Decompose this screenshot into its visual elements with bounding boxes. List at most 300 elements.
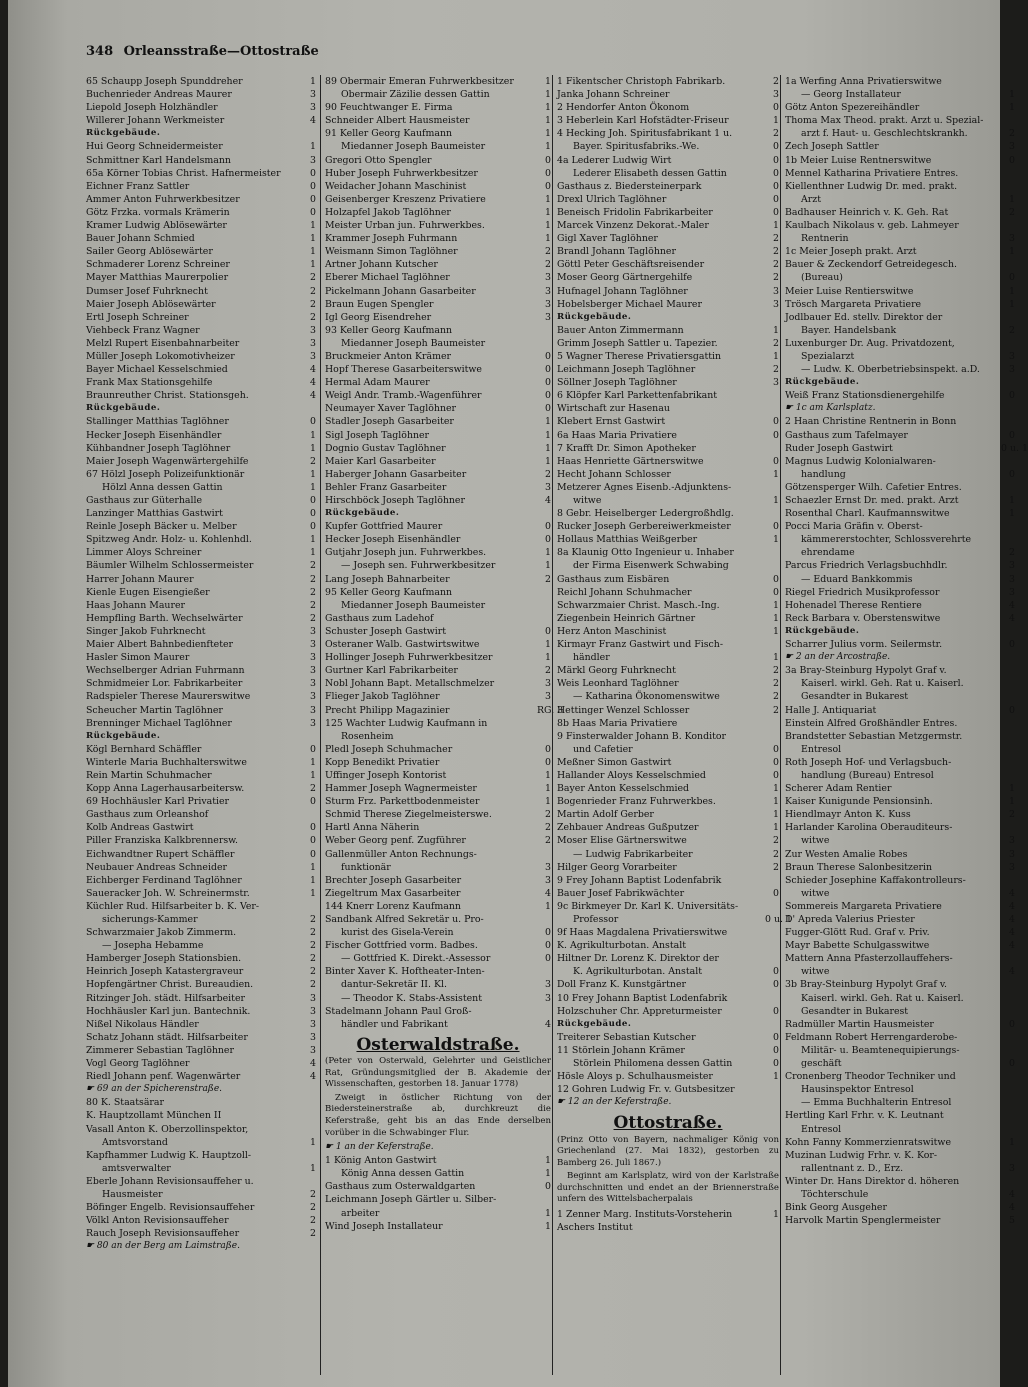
directory-entry [86, 782, 316, 795]
floor-number: 3 [310, 324, 316, 336]
floor-number: 3 [545, 481, 551, 493]
floor-number [1001, 1109, 1015, 1122]
directory-entry [325, 442, 551, 455]
entry-text: Störlein Philomena dessen Gattin [573, 1058, 733, 1070]
entry-text: Lederer Elisabeth dessen Gattin [573, 167, 727, 179]
floor-number: 1 [545, 900, 551, 912]
entry-text: Riegel Friedrich Musikprofessor [785, 586, 940, 598]
floor-number [1001, 455, 1015, 468]
entry-text: händler [573, 652, 610, 664]
floor-number: 2 [773, 861, 779, 873]
directory-entry [557, 743, 779, 756]
directory-entry [325, 992, 551, 1005]
directory-entry [785, 926, 1015, 939]
floor-number: 0 [310, 848, 316, 860]
otto-section [557, 1113, 779, 1234]
floor-number: 2 [545, 665, 551, 677]
entry-text: Götz Frzka. vormals Krämerin [86, 206, 230, 218]
directory-entry [785, 978, 1015, 991]
floor-number: 4 [310, 1058, 316, 1070]
floor-number: 1 [545, 429, 551, 441]
entry-text: Huber Joseph Fuhrwerkbesitzer [325, 167, 478, 179]
entry-text: witwe [573, 495, 602, 506]
entry-text: Hirschböck Joseph Taglöhner [325, 495, 465, 506]
directory-entry [86, 494, 316, 507]
section-heading [325, 507, 551, 520]
column-3 [552, 75, 792, 1375]
directory-entry [785, 887, 1015, 900]
floor-number [1001, 992, 1015, 1005]
entry-text: — Emma Buchhalterin Entresol [801, 1097, 952, 1109]
directory-entry [785, 75, 1015, 88]
entry-text: rallentnant z. D., Erz. [801, 1162, 904, 1174]
directory-entry [86, 481, 316, 494]
directory-entry [325, 638, 551, 651]
floor-number: 1 [310, 429, 316, 441]
directory-entry [557, 533, 779, 546]
floor-number [765, 926, 779, 939]
floor-number [765, 442, 779, 455]
floor-number [537, 599, 551, 612]
floor-number: 0 [773, 521, 779, 533]
directory-entry [325, 180, 551, 193]
directory-entry [86, 874, 316, 887]
directory-entry [325, 520, 551, 533]
entry-text: Harvolk Martin Spenglermeister [785, 1215, 941, 1227]
directory-entry [86, 180, 316, 193]
entry-text: 3b Bray-Steinburg Hypolyt Graf v. [785, 979, 947, 991]
directory-entry [785, 1070, 1015, 1083]
floor-number: 1 [1009, 508, 1015, 520]
directory-entry [785, 167, 1015, 180]
floor-number [1001, 415, 1015, 428]
floor-number: 1 [310, 481, 316, 493]
entry-text: Kupfer Gottfried Maurer [325, 521, 443, 533]
entry-text: Leichmann Joseph Taglöhner [557, 364, 696, 376]
otto-description: Beginnt am Karlsplatz, wird von der Karlstraße durchschnitten und endet an der Briennerstraße unfern des Wittelsbacherpalais [557, 1171, 779, 1205]
directory-entry [86, 978, 316, 991]
directory-entry [325, 1207, 551, 1220]
entry-text: Bogenrieder Franz Fuhrwerkbes. [557, 796, 716, 808]
entry-text: kämmererstochter, Schlossverehrte [801, 534, 972, 546]
floor-number [765, 389, 779, 402]
floor-number: 1 [773, 809, 779, 821]
floor-number: 1 [310, 141, 316, 153]
directory-entry [785, 730, 1015, 743]
directory-entry [86, 350, 316, 363]
entry-text: Gallenmüller Anton Rechnungs- [325, 848, 477, 860]
floor-number [1001, 114, 1015, 127]
entry-text: Bauer & Zeckendorf Getreidegesch. [785, 259, 958, 271]
floor-number: 3 [1009, 560, 1015, 572]
directory-entry [325, 193, 551, 206]
entry-text: 80 K. Staatsärar [86, 1097, 164, 1109]
directory-entry [785, 821, 1015, 834]
floor-number: 2 [310, 1188, 316, 1200]
directory-entry [86, 926, 316, 939]
directory-entry [86, 625, 316, 638]
entry-text: Neubauer Andreas Schneider [86, 861, 227, 873]
directory-entry [325, 429, 551, 442]
entry-text: Vasall Anton K. Oberzollinspektor, [86, 1123, 249, 1135]
floor-number: 1 [545, 652, 551, 664]
entry-text: Braun Eugen Spengler [325, 298, 434, 310]
entry-text: Zehbauer Andreas Gußputzer [557, 822, 699, 834]
entry-text: Maier Joseph Ablösewärter [86, 298, 216, 310]
section-heading [86, 127, 316, 140]
floor-number: 0 [773, 573, 779, 585]
floor-number: 1 [310, 1162, 316, 1174]
floor-number: 4 [310, 390, 316, 402]
directory-entry [325, 1180, 551, 1193]
entry-text: Weiß Franz Stationsdienergehilfe [785, 390, 945, 402]
entry-text: Hartl Anna Näherin [325, 822, 420, 834]
floor-number: 2 [310, 1202, 316, 1214]
entry-text: Gasthaus zum Tafelmayer [785, 429, 908, 441]
entry-text: arbeiter [341, 1207, 380, 1219]
entry-text: Rückgebäude. [86, 128, 161, 139]
floor-number: 2 [310, 612, 316, 624]
entry-text: Entresol [801, 743, 842, 755]
directory-entry [785, 1149, 1015, 1162]
entry-text: 65 Schaupp Joseph Spunddreher [86, 76, 243, 87]
entry-text: Kopp Benedikt Privatier [325, 756, 440, 768]
floor-number [1001, 821, 1015, 834]
floor-number [302, 808, 316, 821]
floor-number: 2 [545, 259, 551, 271]
directory-entry [86, 311, 316, 324]
directory-entry [557, 769, 779, 782]
entry-text: 6a Haas Maria Privatiere [557, 429, 677, 441]
osterwald-description: Zweigt in östlicher Richtung von der Biedersteinerstraße ab, durchkreuzt die Keferstraße, geht bis an das Ende derselben vorüber in die Schwabinger Flur. [325, 1092, 551, 1138]
entry-text: Entresol [801, 1123, 842, 1135]
entry-text: Mattern Anna Pfasterzollauffehers- [785, 953, 953, 965]
directory-entry [86, 389, 316, 402]
floor-number: 1 [545, 1155, 551, 1167]
entry-text: 65a Körner Tobias Christ. Hafnermeister [86, 167, 281, 179]
entry-text: Bauer Anton Zimmermann [557, 324, 684, 336]
floor-number: 0 [1009, 154, 1015, 166]
floor-number: 1 [773, 324, 779, 336]
entry-text: Hausinspektor Entresol [801, 1084, 914, 1096]
floor-number: 3 [310, 1018, 316, 1030]
entry-text: Janka Johann Schreiner [557, 89, 670, 101]
floor-number [537, 965, 551, 978]
floor-number: 0 [310, 822, 316, 834]
entry-text: Haberger Johann Gasarbeiter [325, 468, 467, 480]
floor-number [537, 1193, 551, 1206]
directory-entry [86, 1201, 316, 1214]
floor-number: 1 [773, 1209, 779, 1221]
directory-entry [86, 140, 316, 153]
floor-number: 2 [545, 468, 551, 480]
entry-text: Feldmann Robert Herrengarderobe- [785, 1031, 958, 1043]
floor-number: 4 [545, 495, 551, 506]
floor-number: 2 [310, 979, 316, 991]
directory-entry [785, 612, 1015, 625]
directory-entry [557, 1005, 779, 1018]
entry-text: sicherungs-Kammer [102, 914, 198, 925]
directory-entry [785, 114, 1015, 127]
floor-number: 0 [545, 167, 551, 179]
floor-number [1001, 1031, 1015, 1044]
floor-number: 2 [773, 76, 779, 87]
entry-text: Osteraner Walb. Gastwirtswitwe [325, 639, 480, 651]
directory-entry [86, 101, 316, 114]
directory-entry [325, 926, 551, 939]
entry-text: Halle J. Antiquariat [785, 704, 877, 716]
floor-number: 2 [310, 586, 316, 598]
directory-entry [785, 848, 1015, 861]
entry-text: 8 Gebr. Heiselberger Ledergroßhdlg. [557, 508, 734, 520]
entry-text: Gasthaus zur Güterhalle [86, 495, 203, 506]
entry-text: 8b Haas Maria Privatiere [557, 717, 678, 729]
entry-text: Schaezler Ernst Dr. med. prakt. Arzt [785, 495, 959, 506]
entry-text: Moser Elise Gärtnerswitwe [557, 835, 687, 847]
floor-number: 1 [545, 455, 551, 467]
entry-text: 144 Knerr Lorenz Kaufmann [325, 900, 461, 912]
entry-text: 89 Obermair Emeran Fuhrwerkbesitzer [325, 76, 514, 87]
floor-number: 0 [545, 534, 551, 546]
entry-text: ☛ 1 an der Keferstraße. [325, 1142, 434, 1153]
entry-text: amtsverwalter [102, 1162, 171, 1174]
floor-number [1001, 1044, 1015, 1057]
entry-text: 91 Keller Georg Kaufmann [325, 128, 453, 140]
entry-text: Heinrich Joseph Katastergraveur [86, 966, 244, 978]
floor-number: 1 [1009, 1136, 1015, 1148]
floor-number: 3 [545, 861, 551, 873]
floor-number: 0 [545, 953, 551, 965]
directory-entry [86, 206, 316, 219]
directory-entry [86, 1018, 316, 1031]
entry-text: Geisenberger Kreszenz Privatiere [325, 193, 486, 205]
entry-text: Krammer Joseph Fuhrmann [325, 233, 458, 245]
entry-text: Gutjahr Joseph jun. Fuhrwerkbes. [325, 547, 487, 559]
entry-text: Kapfhammer Ludwig K. Hauptzoll- [86, 1149, 252, 1161]
entry-text: Lang Joseph Bahnarbeiter [325, 573, 450, 585]
section-heading [785, 625, 1015, 638]
floor-number [1001, 167, 1015, 180]
page-header [86, 44, 319, 64]
section-heading [86, 730, 316, 743]
directory-entry [557, 730, 779, 743]
directory-entry [86, 520, 316, 533]
directory-entry [557, 546, 779, 559]
floor-number [765, 507, 779, 520]
directory-entry [557, 1057, 779, 1070]
floor-number [765, 952, 779, 965]
floor-number: 1 [545, 442, 551, 454]
floor-number [537, 586, 551, 599]
floor-number: 2 [310, 455, 316, 467]
directory-entry [785, 1057, 1015, 1070]
floor-number [1001, 1175, 1015, 1188]
entry-text: Nobl Johann Bapt. Metallschmelzer [325, 678, 495, 690]
floor-number: 3 [545, 874, 551, 886]
floor-number [765, 992, 779, 1005]
directory-entry [785, 429, 1015, 442]
entry-text: Schmidmeier Lor. Fabrikarbeiter [86, 678, 243, 690]
directory-entry [325, 808, 551, 821]
entry-text: 3 Heberlein Karl Hofstädter-Friseur [557, 115, 729, 127]
floor-number [765, 638, 779, 651]
floor-number: 0 [310, 796, 316, 808]
floor-number [1001, 677, 1015, 690]
entry-text: der Firma Eisenwerk Schwabing [573, 560, 729, 572]
directory-entry [86, 285, 316, 298]
directory-entry [785, 913, 1015, 926]
directory-entry [325, 533, 551, 546]
entry-text: Arzt [801, 193, 821, 205]
entry-text: Meister Urban jun. Fuhrwerkbes. [325, 220, 485, 232]
directory-entry [325, 298, 551, 311]
directory-entry [86, 442, 316, 455]
entry-text: Treiterer Sebastian Kutscher [557, 1031, 696, 1043]
directory-entry [557, 1208, 779, 1221]
entry-text: Beneisch Fridolin Fabrikarbeiter [557, 206, 713, 218]
directory-entry [557, 821, 779, 834]
directory-entry [785, 704, 1015, 717]
entry-text: Hamberger Joseph Stationsbien. [86, 953, 242, 965]
entry-text: Cronenberg Theodor Techniker und [785, 1071, 956, 1083]
floor-number: 0 [773, 141, 779, 153]
floor-number: 1 [545, 1207, 551, 1219]
entry-text: — Gottfried K. Direkt.-Assessor [341, 953, 491, 965]
directory-entry [325, 127, 551, 140]
floor-number: 1 [1009, 246, 1015, 258]
floor-number: 1 [773, 350, 779, 362]
entry-text: Liepold Joseph Holzhändler [86, 102, 218, 114]
floor-number: 0 [545, 521, 551, 533]
floor-number: 2 [773, 704, 779, 716]
directory-entry [557, 167, 779, 180]
directory-entry [86, 1188, 316, 1201]
directory-entry [785, 337, 1015, 350]
cross-reference-note [86, 1083, 316, 1096]
floor-number [1001, 1123, 1015, 1136]
floor-number [302, 1109, 316, 1122]
floor-number: 0 [545, 1181, 551, 1193]
entry-text: Scharrer Julius vorm. Seilermstr. [785, 639, 943, 651]
directory-entry [86, 507, 316, 520]
directory-entry [325, 848, 551, 861]
directory-entry [785, 507, 1015, 520]
floor-number: 1 [545, 76, 551, 87]
directory-entry [785, 952, 1015, 965]
floor-number: 0 [773, 167, 779, 179]
directory-entry [557, 154, 779, 167]
directory-entry [86, 429, 316, 442]
entry-text: Riedl Johann penf. Wagenwärter [86, 1071, 241, 1083]
floor-number [1001, 1149, 1015, 1162]
entry-text: Winter Dr. Hans Direktor d. höheren [785, 1175, 960, 1187]
directory-entry [557, 507, 779, 520]
directory-entry [325, 245, 551, 258]
floor-number: 3 [773, 377, 779, 389]
directory-entry [86, 743, 316, 756]
directory-entry [557, 140, 779, 153]
directory-entry [325, 834, 551, 847]
directory-entry [86, 219, 316, 232]
directory-entry [785, 101, 1015, 114]
entry-text: Ammer Anton Fuhrwerkbesitzer [86, 193, 240, 205]
floor-number [1001, 481, 1015, 494]
floor-number: 3 [545, 992, 551, 1004]
floor-number: 3 [310, 1044, 316, 1056]
floor-number: 2 [310, 1215, 316, 1227]
entry-text: dantur-Sekretär II. Kl. [341, 979, 447, 991]
floor-number: 1 [545, 639, 551, 651]
directory-entry [785, 559, 1015, 572]
directory-entry [86, 455, 316, 468]
entry-text: arzt f. Haut- u. Geschlechtskrankh. [801, 128, 968, 140]
entry-text: Kaulbach Nikolaus v. geb. Lahmeyer [785, 220, 959, 232]
entry-text: Igl Georg Eisendreher [325, 311, 432, 323]
entry-text: Bauer Josef Fabrikwächter [557, 887, 685, 899]
directory-entry [325, 887, 551, 900]
directory-entry [785, 1201, 1015, 1214]
floor-number: 0 [545, 364, 551, 376]
entry-text: Gasthaus zum Ladehof [325, 612, 434, 624]
directory-entry [785, 298, 1015, 311]
entry-text: Gregori Otto Spengler [325, 154, 432, 166]
floor-number: 0 [310, 206, 316, 218]
entry-text: Hasler Simon Maurer [86, 652, 190, 664]
directory-entry [785, 677, 1015, 690]
entry-text: Bayer. Spiritusfabriks.-We. [573, 141, 700, 153]
floor-number: 2 [310, 298, 316, 310]
floor-number: 1 [545, 769, 551, 781]
entry-text: Holzschuher Chr. Appreturmeister [557, 1005, 722, 1017]
directory-entry [86, 337, 316, 350]
floor-number: 4 [545, 1018, 551, 1030]
floor-number [765, 874, 779, 887]
directory-entry [325, 389, 551, 402]
directory-entry [557, 939, 779, 952]
entry-text: Doll Franz K. Kunstgärtner [557, 979, 686, 991]
floor-number: 4 [1009, 1202, 1015, 1214]
directory-entry [86, 1227, 316, 1240]
directory-entry [86, 298, 316, 311]
floor-number [537, 337, 551, 350]
floor-number: 3 [773, 89, 779, 101]
directory-entry [785, 664, 1015, 677]
floor-number: 3 [1009, 233, 1015, 245]
entry-text: Hiendlmayr Anton K. Kuss [785, 809, 911, 821]
directory-entry [557, 376, 779, 389]
entry-text: Hopf Therese Gasarbeiterswitwe [325, 364, 482, 376]
floor-number [765, 939, 779, 952]
directory-entry [325, 363, 551, 376]
floor-number: 0 [310, 495, 316, 506]
directory-entry [325, 559, 551, 572]
directory-entry [325, 311, 551, 324]
entry-text: 125 Wachter Ludwig Kaufmann in [325, 717, 488, 729]
floor-number [302, 1175, 316, 1188]
directory-entry [325, 494, 551, 507]
floor-number: 3 [310, 704, 316, 716]
floor-number: 1 [545, 233, 551, 245]
entry-text: Artner Johann Kutscher [325, 259, 438, 271]
floor-number: 3 [1009, 1162, 1015, 1174]
entry-text: Meßner Simon Gastwirt [557, 756, 672, 768]
entry-text: 9 Finsterwalder Johann B. Konditor [557, 730, 726, 742]
directory-entry [325, 232, 551, 245]
directory-entry [557, 232, 779, 245]
directory-entry [557, 114, 779, 127]
entry-text: Hösle Aloys p. Schulhausmeister [557, 1071, 713, 1083]
directory-entry [557, 180, 779, 193]
